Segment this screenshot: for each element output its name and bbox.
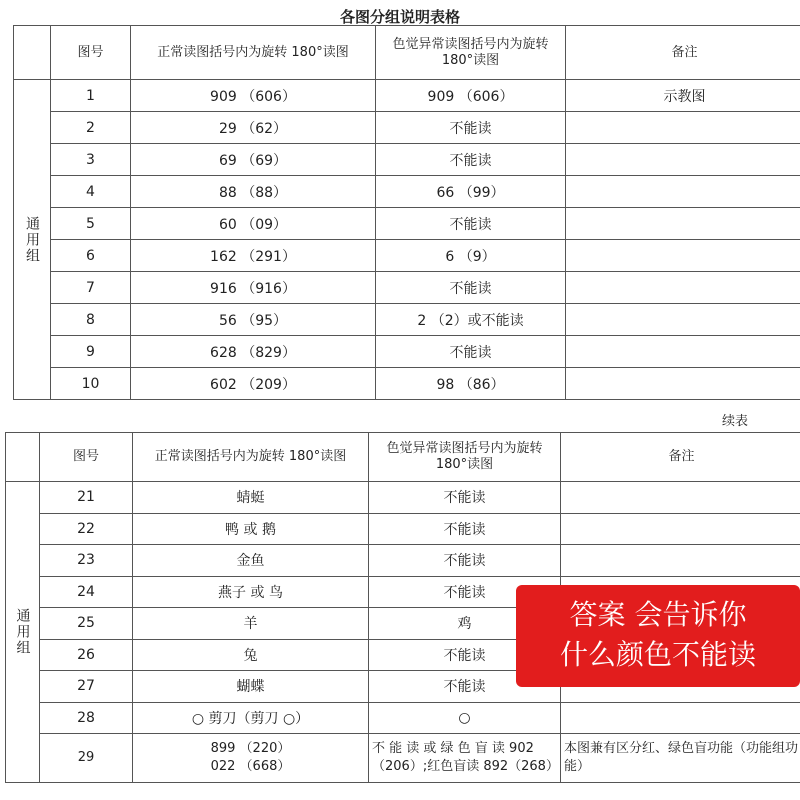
table-row [14, 368, 800, 400]
table-row [14, 80, 800, 112]
table-row [14, 336, 800, 368]
cell-abnormal: 不能读 [369, 671, 561, 703]
group-header-cell [14, 26, 51, 80]
cell-note [566, 368, 800, 400]
table-header-row [14, 26, 800, 80]
table-row [14, 208, 800, 240]
cell-abnormal: 909 （606） [376, 80, 566, 112]
cell-normal: ○ 剪刀（剪刀 ○） [133, 702, 369, 734]
cell-abnormal: ○ [369, 702, 561, 734]
group-label: 通用组 [6, 482, 40, 783]
cell-abnormal: 鸡 [369, 608, 561, 640]
cell-note [566, 304, 800, 336]
table-row [6, 482, 800, 514]
cell-note: 本图兼有区分红、绿色盲功能（功能组功能） [561, 734, 800, 783]
group-label: 通用组 [14, 80, 51, 400]
cell-abnormal: 不能读 [376, 112, 566, 144]
table-row [6, 702, 800, 734]
cell-note [566, 272, 800, 304]
cell-normal: 916 （916） [131, 272, 376, 304]
cell-number: 27 [40, 671, 133, 703]
cell-normal: 56 （95） [131, 304, 376, 336]
cell-number: 7 [51, 272, 131, 304]
table-row [14, 304, 800, 336]
cell-normal: 88 （88） [131, 176, 376, 208]
table-row [6, 513, 800, 545]
cell-note [566, 336, 800, 368]
cell-abnormal: 不能读 [369, 513, 561, 545]
cell-abnormal: 2 （2）或不能读 [376, 304, 566, 336]
banner-line-2: 什么颜色不能读 [559, 638, 756, 671]
header-abnormal-reading: 色觉异常读图括号内为旋转180°读图 [376, 26, 566, 80]
cell-number: 10 [51, 368, 131, 400]
answer-banner [516, 585, 800, 687]
cell-abnormal: 不能读 [376, 144, 566, 176]
cell-normal: 69 （69） [131, 144, 376, 176]
cell-note [561, 482, 800, 514]
cell-normal: 兔 [133, 639, 369, 671]
cell-number: 26 [40, 639, 133, 671]
cell-number: 4 [51, 176, 131, 208]
cell-note [566, 240, 800, 272]
table-row [14, 240, 800, 272]
table-row [14, 144, 800, 176]
cell-normal: 162 （291） [131, 240, 376, 272]
cell-normal: 29 （62） [131, 112, 376, 144]
cell-note [561, 702, 800, 734]
cell-abnormal: 不能读 [369, 482, 561, 514]
table-row [6, 545, 800, 577]
table-header-row [6, 433, 800, 482]
table-row [6, 734, 800, 783]
header-abnormal-reading: 色觉异常读图括号内为旋转180°读图 [369, 433, 561, 482]
cell-abnormal: 不能读 [369, 576, 561, 608]
cell-note [566, 176, 800, 208]
header-normal-reading: 正常读图括号内为旋转 180°读图 [133, 433, 369, 482]
cell-number: 5 [51, 208, 131, 240]
group-table-1 [13, 25, 800, 400]
cell-number: 1 [51, 80, 131, 112]
cell-normal: 909 （606） [131, 80, 376, 112]
cell-normal-line-2: 022 （668） [210, 759, 291, 774]
cell-normal: 羊 [133, 608, 369, 640]
table-row [14, 272, 800, 304]
cell-abnormal: 不能读 [376, 336, 566, 368]
cell-abnormal: 6 （9） [376, 240, 566, 272]
cell-number: 22 [40, 513, 133, 545]
cell-normal: 鸭 或 鹅 [133, 513, 369, 545]
cell-number: 2 [51, 112, 131, 144]
group-header-cell [6, 433, 40, 482]
cell-normal-line-1: 899 （220） [210, 741, 291, 756]
cell-number: 3 [51, 144, 131, 176]
cell-normal: 602 （209） [131, 368, 376, 400]
header-figure-number: 图号 [51, 26, 131, 80]
cell-number: 6 [51, 240, 131, 272]
cell-normal: 燕子 或 鸟 [133, 576, 369, 608]
cell-number: 9 [51, 336, 131, 368]
cell-number: 29 [40, 734, 133, 783]
cell-abnormal: 66 （99） [376, 176, 566, 208]
cell-abnormal: 不能读 [369, 545, 561, 577]
cell-abnormal: 不能读 [369, 639, 561, 671]
table-row [14, 112, 800, 144]
cell-number: 24 [40, 576, 133, 608]
header-normal-reading: 正常读图括号内为旋转 180°读图 [131, 26, 376, 80]
cell-normal: 628 （829） [131, 336, 376, 368]
continued-label: 续表 [722, 414, 749, 429]
cell-number: 21 [40, 482, 133, 514]
header-note: 备注 [561, 433, 800, 482]
cell-note [566, 112, 800, 144]
cell-abnormal: 98 （86） [376, 368, 566, 400]
cell-normal: 金鱼 [133, 545, 369, 577]
cell-normal: 蝴蝶 [133, 671, 369, 703]
cell-number: 8 [51, 304, 131, 336]
cell-abnormal: 不能读 [376, 208, 566, 240]
cell-note [561, 513, 800, 545]
cell-normal: 蜻蜓 [133, 482, 369, 514]
cell-normal: 60 （09） [131, 208, 376, 240]
cell-number: 25 [40, 608, 133, 640]
cell-note [561, 545, 800, 577]
header-note: 备注 [566, 26, 800, 80]
cell-number: 28 [40, 702, 133, 734]
cell-abnormal: 不能读 [376, 272, 566, 304]
cell-note [566, 208, 800, 240]
table-row [14, 176, 800, 208]
cell-normal [133, 734, 369, 783]
table-title: 各图分组说明表格 [339, 8, 460, 26]
banner-line-1: 答案 会告诉你 [569, 598, 747, 631]
header-figure-number: 图号 [40, 433, 133, 482]
cell-number: 23 [40, 545, 133, 577]
cell-note: 示教图 [566, 80, 800, 112]
cell-note [566, 144, 800, 176]
cell-abnormal: 不 能 读 或 绿 色 盲 读 902 （206）;红色盲读 892（268） [369, 734, 561, 783]
